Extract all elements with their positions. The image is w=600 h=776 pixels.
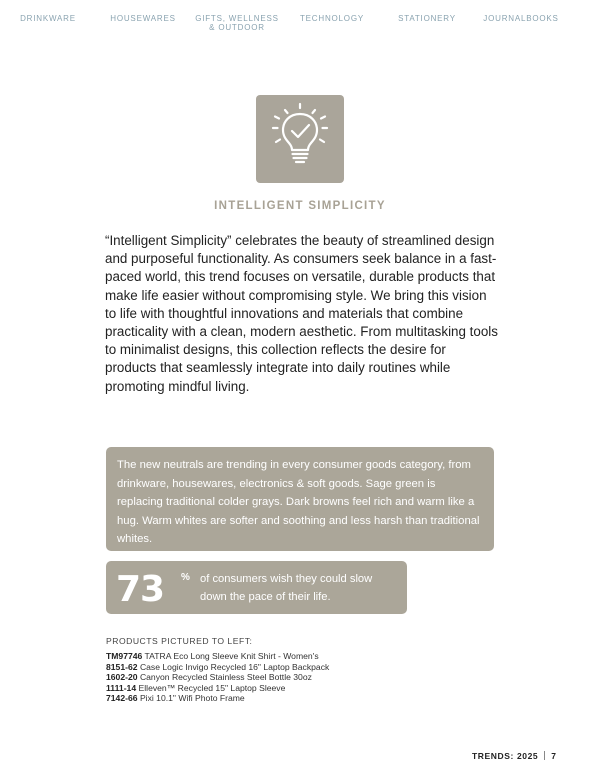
product-item — [106, 651, 466, 662]
nav-item-label: DRINKWARE — [20, 14, 76, 23]
nav-item-technology[interactable] — [294, 14, 370, 23]
stat-text: of consumers wish they could slow down the pace of their life. — [200, 573, 373, 603]
lightbulb-check-icon-graphic — [256, 95, 344, 183]
product-sku: 1111-14 — [106, 682, 137, 693]
product-item — [106, 662, 466, 673]
product-name: Canyon Recycled Stainless Steel Bottle 30oz — [139, 672, 312, 682]
top-navigation — [0, 14, 600, 38]
nav-item-journalbooks[interactable] — [474, 14, 568, 23]
stat-unit: % — [181, 572, 190, 583]
nav-item-drinkware[interactable] — [16, 14, 80, 23]
stat-value: 73 — [116, 569, 165, 610]
nav-item-gifts-wellness-outdoor[interactable] — [188, 14, 286, 32]
product-sku: TM97746 — [106, 651, 143, 661]
nav-item-label: GIFTS, WELLNESS — [195, 14, 279, 23]
product-item — [106, 683, 466, 694]
product-name: Case Logic Invigo Recycled 16" Laptop Backpack — [139, 661, 330, 672]
nav-item-stationery[interactable] — [389, 14, 465, 23]
product-name: Pixi 10.1" Wifi Photo Frame — [139, 693, 245, 703]
intro-paragraph: “Intelligent Simplicity” celebrates the beauty of streamlined design and purposeful functionality. As consumers seek balance in a fast-paced world, this trend focuses on versatile, durable products that make life easier without compromising style. We bring this vision to life with thoughtful innovations and materials that combine practicality with a clean, modern aesthetic. From multitasking tools to minimalist designs, this collection reflects the desire for products that seamlessly integrate into daily routines while promoting mindful living. — [105, 233, 498, 394]
products-list — [106, 636, 466, 704]
products-heading: PRODUCTS PICTURED TO LEFT: — [106, 636, 253, 646]
product-sku: 1602-20 — [106, 672, 138, 682]
callout-text: The new neutrals are trending in every consumer goods category, from drinkware, housewares, electronics & soft goods. Sage green is replacing traditional colder grays. Dark browns feel rich and warm like a hug. Warm whites are softer and soothing and less harsh than traditional whites. — [117, 459, 480, 546]
lightbulb-check-icon — [256, 95, 344, 183]
product-item — [106, 693, 466, 704]
product-name: Elleven™ Recycled 15" Laptop Sleeve — [138, 682, 286, 693]
nav-item-label: JOURNALBOOKS — [483, 14, 559, 23]
page-number: 7 — [551, 751, 557, 761]
product-sku: 8151-62 — [106, 661, 138, 672]
footer-label: TRENDS: 2025 — [472, 751, 539, 761]
nav-item-housewares[interactable] — [104, 14, 182, 23]
product-name: TATRA Eco Long Sleeve Knit Shirt - Women's — [144, 651, 319, 661]
nav-item-label: STATIONERY — [398, 14, 456, 23]
nav-item-label: TECHNOLOGY — [299, 14, 364, 23]
section-title: INTELLIGENT SIMPLICITY — [214, 200, 386, 212]
nav-item-label-line2: & OUTDOOR — [209, 23, 265, 32]
nav-item-label: HOUSEWARES — [110, 14, 176, 23]
page-footer — [472, 751, 557, 761]
statistic-callout — [106, 561, 407, 614]
product-sku: 7142-66 — [106, 693, 138, 703]
product-item — [106, 672, 466, 683]
neutral-colors-callout — [106, 447, 494, 551]
footer-divider — [544, 751, 545, 760]
